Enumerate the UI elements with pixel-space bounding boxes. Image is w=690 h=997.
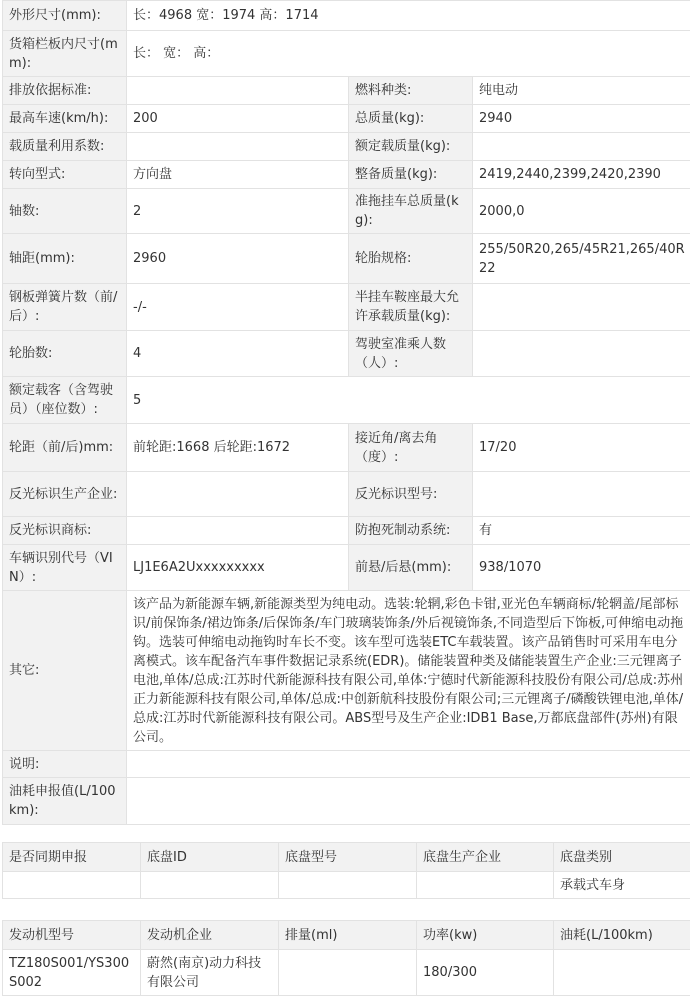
tire-spec-value: 255/50R20,265/45R21,265/40R22: [473, 234, 690, 284]
reflector-maker-label: 反光标识生产企业:: [3, 472, 127, 517]
spec-row-speed-mass: [3, 105, 690, 133]
chassis-header-cell: 底盘ID: [141, 843, 279, 872]
spec-row-dimensions: [3, 1, 690, 31]
total-mass-value: 2940: [473, 105, 690, 133]
track-width-value: 前轮距:1668 后轮距:1672: [127, 424, 349, 472]
engine-displacement-cell: [279, 950, 417, 996]
cab-passengers-label: 驾驶室准乘人数（人）:: [349, 331, 473, 377]
spec-row-cargo: [3, 31, 690, 77]
engine-header-cell: 油耗(L/100km): [554, 921, 690, 950]
chassis-cell: [279, 872, 417, 899]
engine-model-cell: TZ180S001/YS300S002: [3, 950, 141, 996]
vin-value: LJ1E6A2Uxxxxxxxxx: [127, 545, 349, 591]
seat-count-label: 额定载客（含驾驶员）（座位数）:: [3, 377, 127, 424]
reflector-brand-value: [127, 517, 349, 545]
reflector-model-label: 反光标识型号:: [349, 472, 473, 517]
spec-row-seats: [3, 377, 690, 424]
curb-mass-label: 整备质量(kg):: [349, 161, 473, 189]
spec-row-load: [3, 133, 690, 161]
chassis-cell: [141, 872, 279, 899]
spec-row-fuel-report: [3, 778, 690, 825]
approach-angle-label: 接近角/离去角（度）:: [349, 424, 473, 472]
axle-count-value: 2: [127, 189, 349, 234]
tire-count-value: 4: [127, 331, 349, 377]
total-mass-label: 总质量(kg):: [349, 105, 473, 133]
chassis-cell: 承载式车身: [554, 872, 690, 899]
spec-row-axles: [3, 189, 690, 234]
spec-row-note: [3, 751, 690, 778]
spec-row-vin: [3, 545, 690, 591]
engine-fuel-cell: [554, 950, 690, 996]
spec-row-track: [3, 424, 690, 472]
chassis-table: [2, 842, 690, 899]
chassis-header-cell: 底盘型号: [279, 843, 417, 872]
engine-header-cell: 发动机型号: [3, 921, 141, 950]
trailer-mass-value: 2000,0: [473, 189, 690, 234]
leaf-spring-value: -/-: [127, 284, 349, 331]
tire-count-label: 轮胎数:: [3, 331, 127, 377]
approach-angle-value: 17/20: [473, 424, 690, 472]
engine-header-row: [3, 921, 690, 950]
max-speed-value: 200: [127, 105, 349, 133]
dimensions-value: 长：4968 宽：1974 高：1714: [127, 1, 690, 31]
note-label: 说明:: [3, 751, 127, 778]
fuel-type-label: 燃料种类:: [349, 77, 473, 105]
curb-mass-value: 2419,2440,2399,2420,2390: [473, 161, 690, 189]
chassis-header-cell: 底盘生产企业: [417, 843, 554, 872]
reflector-maker-value: [127, 472, 349, 517]
spec-row-steering: [3, 161, 690, 189]
chassis-header-row: [3, 843, 690, 872]
steering-label: 转向型式:: [3, 161, 127, 189]
reflector-model-value: [473, 472, 690, 517]
leaf-spring-label: 钢板弹簧片数（前/后）:: [3, 284, 127, 331]
cab-passengers-value: [473, 331, 690, 377]
fuel-type-value: 纯电动: [473, 77, 690, 105]
spec-row-spring: [3, 284, 690, 331]
emission-value: [127, 77, 349, 105]
max-speed-label: 最高车速(km/h):: [3, 105, 127, 133]
saddle-load-label: 半挂车鞍座最大允许承载质量(kg):: [349, 284, 473, 331]
tire-spec-label: 轮胎规格:: [349, 234, 473, 284]
spec-row-wheelbase: [3, 234, 690, 284]
spec-row-emission-fuel: [3, 77, 690, 105]
engine-header-cell: 排量(ml): [279, 921, 417, 950]
trailer-mass-label: 准拖挂车总质量(kg):: [349, 189, 473, 234]
fuel-report-label: 油耗申报值(L/100km):: [3, 778, 127, 825]
dimensions-label: 外形尺寸(mm):: [3, 1, 127, 31]
reflector-brand-label: 反光标识商标:: [3, 517, 127, 545]
load-utilization-label: 载质量利用系数:: [3, 133, 127, 161]
engine-data-row: [3, 950, 690, 996]
load-utilization-value: [127, 133, 349, 161]
other-value: 该产品为新能源车辆,新能源类型为纯电动。选装:轮辋,彩色卡钳,亚光色车辆商标/轮辋盖/尾部标识/前保饰条/裙边饰条/后保饰条/车门玻璃装饰条/外后视镜饰条,不同造型后下饰板,可伸缩电动拖钩。选装可伸缩电动拖钩时车长不变。该车型可选装ETC车载装置。该产品销售时可采用车电分离模式。该车配备汽车事件数据记录系统(EDR)。储能装置种类及储能装置生产企业:三元锂离子电池,单体/总成:江苏时代新能源科技有限公司,单体:宁德时代新能源科技股份有限公司/总成:苏州正力新能源科技有限公司,单体/总成:中创新航科技股份有限公司;三元锂离子/磷酸铁锂电池,单体/总成:江苏时代新能源科技有限公司。ABS型号及生产企业:IDB1 Base,万都底盘部件(苏州)有限公司。: [127, 591, 690, 751]
abs-value: 有: [473, 517, 690, 545]
chassis-data-row: [3, 872, 690, 899]
vin-label: 车辆识别代号（VIN）:: [3, 545, 127, 591]
cargo-box-label: 货箱栏板内尺寸(mm):: [3, 31, 127, 77]
engine-table: [2, 920, 690, 996]
other-label: 其它:: [3, 591, 127, 751]
spec-row-other: [3, 591, 690, 751]
overhang-value: 938/1070: [473, 545, 690, 591]
chassis-cell: [417, 872, 554, 899]
cargo-box-value: 长： 宽： 高：: [127, 31, 690, 77]
spec-row-reflector: [3, 472, 690, 517]
fuel-report-value: [127, 778, 690, 825]
spec-row-tires: [3, 331, 690, 377]
note-value: [127, 751, 690, 778]
chassis-header-cell: 是否同期申报: [3, 843, 141, 872]
vehicle-spec-table: [2, 0, 690, 825]
axle-count-label: 轴数:: [3, 189, 127, 234]
engine-header-cell: 功率(kw): [417, 921, 554, 950]
saddle-load-value: [473, 284, 690, 331]
abs-label: 防抱死制动系统:: [349, 517, 473, 545]
wheelbase-label: 轴距(mm):: [3, 234, 127, 284]
engine-header-cell: 发动机企业: [141, 921, 279, 950]
seat-count-value: 5: [127, 377, 690, 424]
overhang-label: 前悬/后悬(mm):: [349, 545, 473, 591]
emission-label: 排放依据标准:: [3, 77, 127, 105]
chassis-cell: [3, 872, 141, 899]
chassis-header-cell: 底盘类别: [554, 843, 690, 872]
wheelbase-value: 2960: [127, 234, 349, 284]
engine-maker-cell: 蔚然(南京)动力科技有限公司: [141, 950, 279, 996]
spec-row-abs: [3, 517, 690, 545]
steering-value: 方向盘: [127, 161, 349, 189]
rated-load-value: [473, 133, 690, 161]
engine-power-cell: 180/300: [417, 950, 554, 996]
track-width-label: 轮距（前/后)mm:: [3, 424, 127, 472]
rated-load-label: 额定载质量(kg):: [349, 133, 473, 161]
